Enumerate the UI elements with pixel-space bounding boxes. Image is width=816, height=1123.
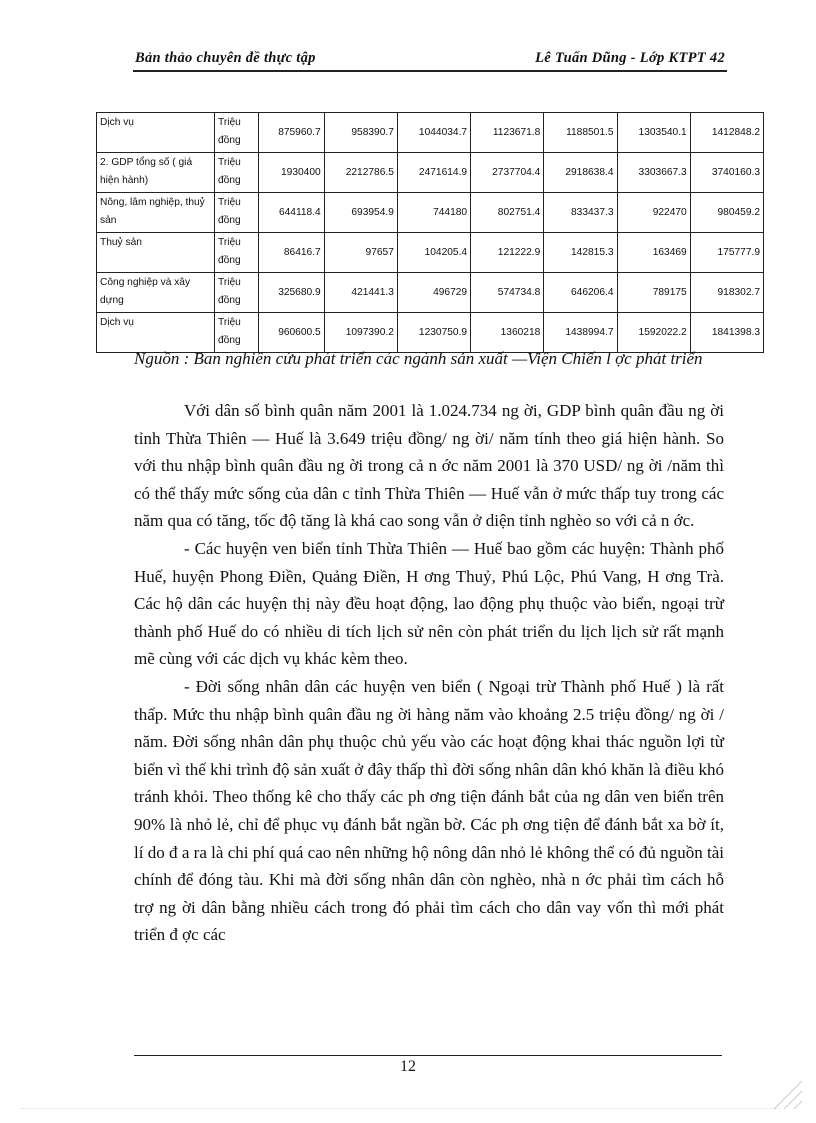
table-cell: 2918638.4 — [544, 153, 617, 193]
table-cell: 1930400 — [259, 153, 325, 193]
table-cell: 960600.5 — [259, 313, 325, 353]
table-cell: 104205.4 — [397, 233, 470, 273]
table-cell: 802751.4 — [471, 193, 544, 233]
row-label: Công nghiệp và xây dựng — [97, 273, 215, 313]
row-unit: Triệu đồng — [215, 193, 259, 233]
table-cell: 3303667.3 — [617, 153, 690, 193]
table-row — [97, 233, 764, 273]
row-unit: Triệu đồng — [215, 233, 259, 273]
table-cell: 918302.7 — [690, 273, 763, 313]
row-label: Nông, lâm nghiệp, thuỷ sản — [97, 193, 215, 233]
page-number: 12 — [400, 1058, 416, 1075]
table-cell: 1412848.2 — [690, 113, 763, 153]
table-cell: 2737704.4 — [471, 153, 544, 193]
table-row — [97, 273, 764, 313]
header-author: Lê Tuấn Dũng - Lớp KTPT 42 — [535, 50, 725, 66]
row-unit: Triệu đồng — [215, 313, 259, 353]
table-cell: 1230750.9 — [397, 313, 470, 353]
table-cell: 2212786.5 — [324, 153, 397, 193]
table-cell: 693954.9 — [324, 193, 397, 233]
table-cell: 1097390.2 — [324, 313, 397, 353]
table-cell: 163469 — [617, 233, 690, 273]
table-cell: 980459.2 — [690, 193, 763, 233]
table-cell: 175777.9 — [690, 233, 763, 273]
page-header — [133, 48, 727, 72]
row-label: Dịch vụ — [97, 313, 215, 353]
body-text — [134, 397, 724, 949]
table-cell: 121222.9 — [471, 233, 544, 273]
gdp-table — [96, 112, 764, 353]
table-cell: 1360218 — [471, 313, 544, 353]
table-cell: 958390.7 — [324, 113, 397, 153]
table-cell: 1044034.7 — [397, 113, 470, 153]
table-cell: 3740160.3 — [690, 153, 763, 193]
table-cell: 421441.3 — [324, 273, 397, 313]
table-cell: 1303540.1 — [617, 113, 690, 153]
source-note: Nguồn : Ban nghiên cứu phát triển các ngành sản xuất —Viện Chiến l ợc phát triển — [134, 349, 703, 368]
table-cell: 744180 — [397, 193, 470, 233]
page-corner-mark — [774, 1081, 802, 1109]
row-label: 2. GDP tổng số ( giá hiện hành) — [97, 153, 215, 193]
table-cell: 86416.7 — [259, 233, 325, 273]
table-cell: 1123671.8 — [471, 113, 544, 153]
table-row — [97, 113, 764, 153]
footer-rule — [134, 1055, 722, 1056]
table-row — [97, 153, 764, 193]
table-cell: 922470 — [617, 193, 690, 233]
table-cell: 875960.7 — [259, 113, 325, 153]
table-cell: 496729 — [397, 273, 470, 313]
table-cell: 644118.4 — [259, 193, 325, 233]
table-cell: 1841398.3 — [690, 313, 763, 353]
row-label: Thuỷ sản — [97, 233, 215, 273]
row-unit: Triệu đồng — [215, 153, 259, 193]
table-cell: 2471614.9 — [397, 153, 470, 193]
table-cell: 646206.4 — [544, 273, 617, 313]
paragraph: - Các huyện ven biển tỉnh Thừa Thiên — Huế bao gồm các huyện: Thành phố Huế, huyện Phong Điền, Quảng Điền, H ơng Thuỷ, Phú Lộc, Phú Vang, H ơng Trà. Các hộ dân các huyện thị này đều hoạt động, lao động phụ thuộc vào biển, ngoại trừ thành phố Huế do có nhiều di tích lịch sử nên còn phát triển du lịch lịch sử rất mạnh mẽ cùng với các dịch vụ khác kèm theo. — [134, 538, 724, 669]
table-cell: 142815.3 — [544, 233, 617, 273]
table-cell: 97657 — [324, 233, 397, 273]
table-cell: 325680.9 — [259, 273, 325, 313]
table-cell: 1438994.7 — [544, 313, 617, 353]
paragraph: Với dân số bình quân năm 2001 là 1.024.734 ng ời, GDP bình quân đầu ng ời tỉnh Thừa Thiên — Huế là 3.649 triệu đồng/ ng ời/ năm tính theo giá hiện hành. So với thu nhập bình quân đầu ng ời trong cả n ớc năm 2001 là 370 USD/ ng ời /năm thì có thể thấy mức sống của dân c tỉnh Thừa Thiên — Huế vẫn ở mức thấp tuy trong các năm qua có tăng, tốc độ tăng là khá cao song vẫn ở diện tỉnh nghèo so với cả n ớc. — [134, 401, 724, 531]
table-cell: 833437.3 — [544, 193, 617, 233]
page-edge-dots — [20, 1108, 780, 1109]
row-unit: Triệu đồng — [215, 273, 259, 313]
row-label: Dịch vụ — [97, 113, 215, 153]
row-unit: Triệu đồng — [215, 113, 259, 153]
table-row — [97, 193, 764, 233]
paragraph: - Đời sống nhân dân các huyện ven biển ( Ngoại trừ Thành phố Huế ) là rất thấp. Mức thu nhập bình quân đầu ng ời hàng năm vào khoảng 2.5 triệu đồng/ ng ời / năm. Đời sống nhân dân phụ thuộc chủ yếu vào các hoạt động khai thác nguồn lợi từ biển vì thế khi trình độ sản xuất ở đây thấp thì đời sống nhân dân khó khăn là điều khó tránh khỏi. Theo thống kê cho thấy các ph ơng tiện đánh bắt của ng dân ven biển trên 90% là nhỏ lẻ, chỉ để phục vụ đánh bắt ngần bờ. Các ph ơng tiện để đánh bắt xa bờ ít, lí do đ a ra là chi phí quá cao nên những hộ nông dân nhỏ lẻ không thể có đủ nguồn tài chính để đóng tàu. Khi mà đời sống nhân dân còn nghèo, nhà n ớc phải tìm cách hỗ trợ ng ời dân bằng nhiều cách trong đó phải tìm cách cho dân vay vốn thì mới phát triển đ ợc các — [134, 676, 724, 945]
table-cell: 574734.8 — [471, 273, 544, 313]
header-document-title: Bản thảo chuyên đề thực tập — [135, 50, 316, 66]
table-cell: 789175 — [617, 273, 690, 313]
table-cell: 1188501.5 — [544, 113, 617, 153]
table-cell: 1592022.2 — [617, 313, 690, 353]
